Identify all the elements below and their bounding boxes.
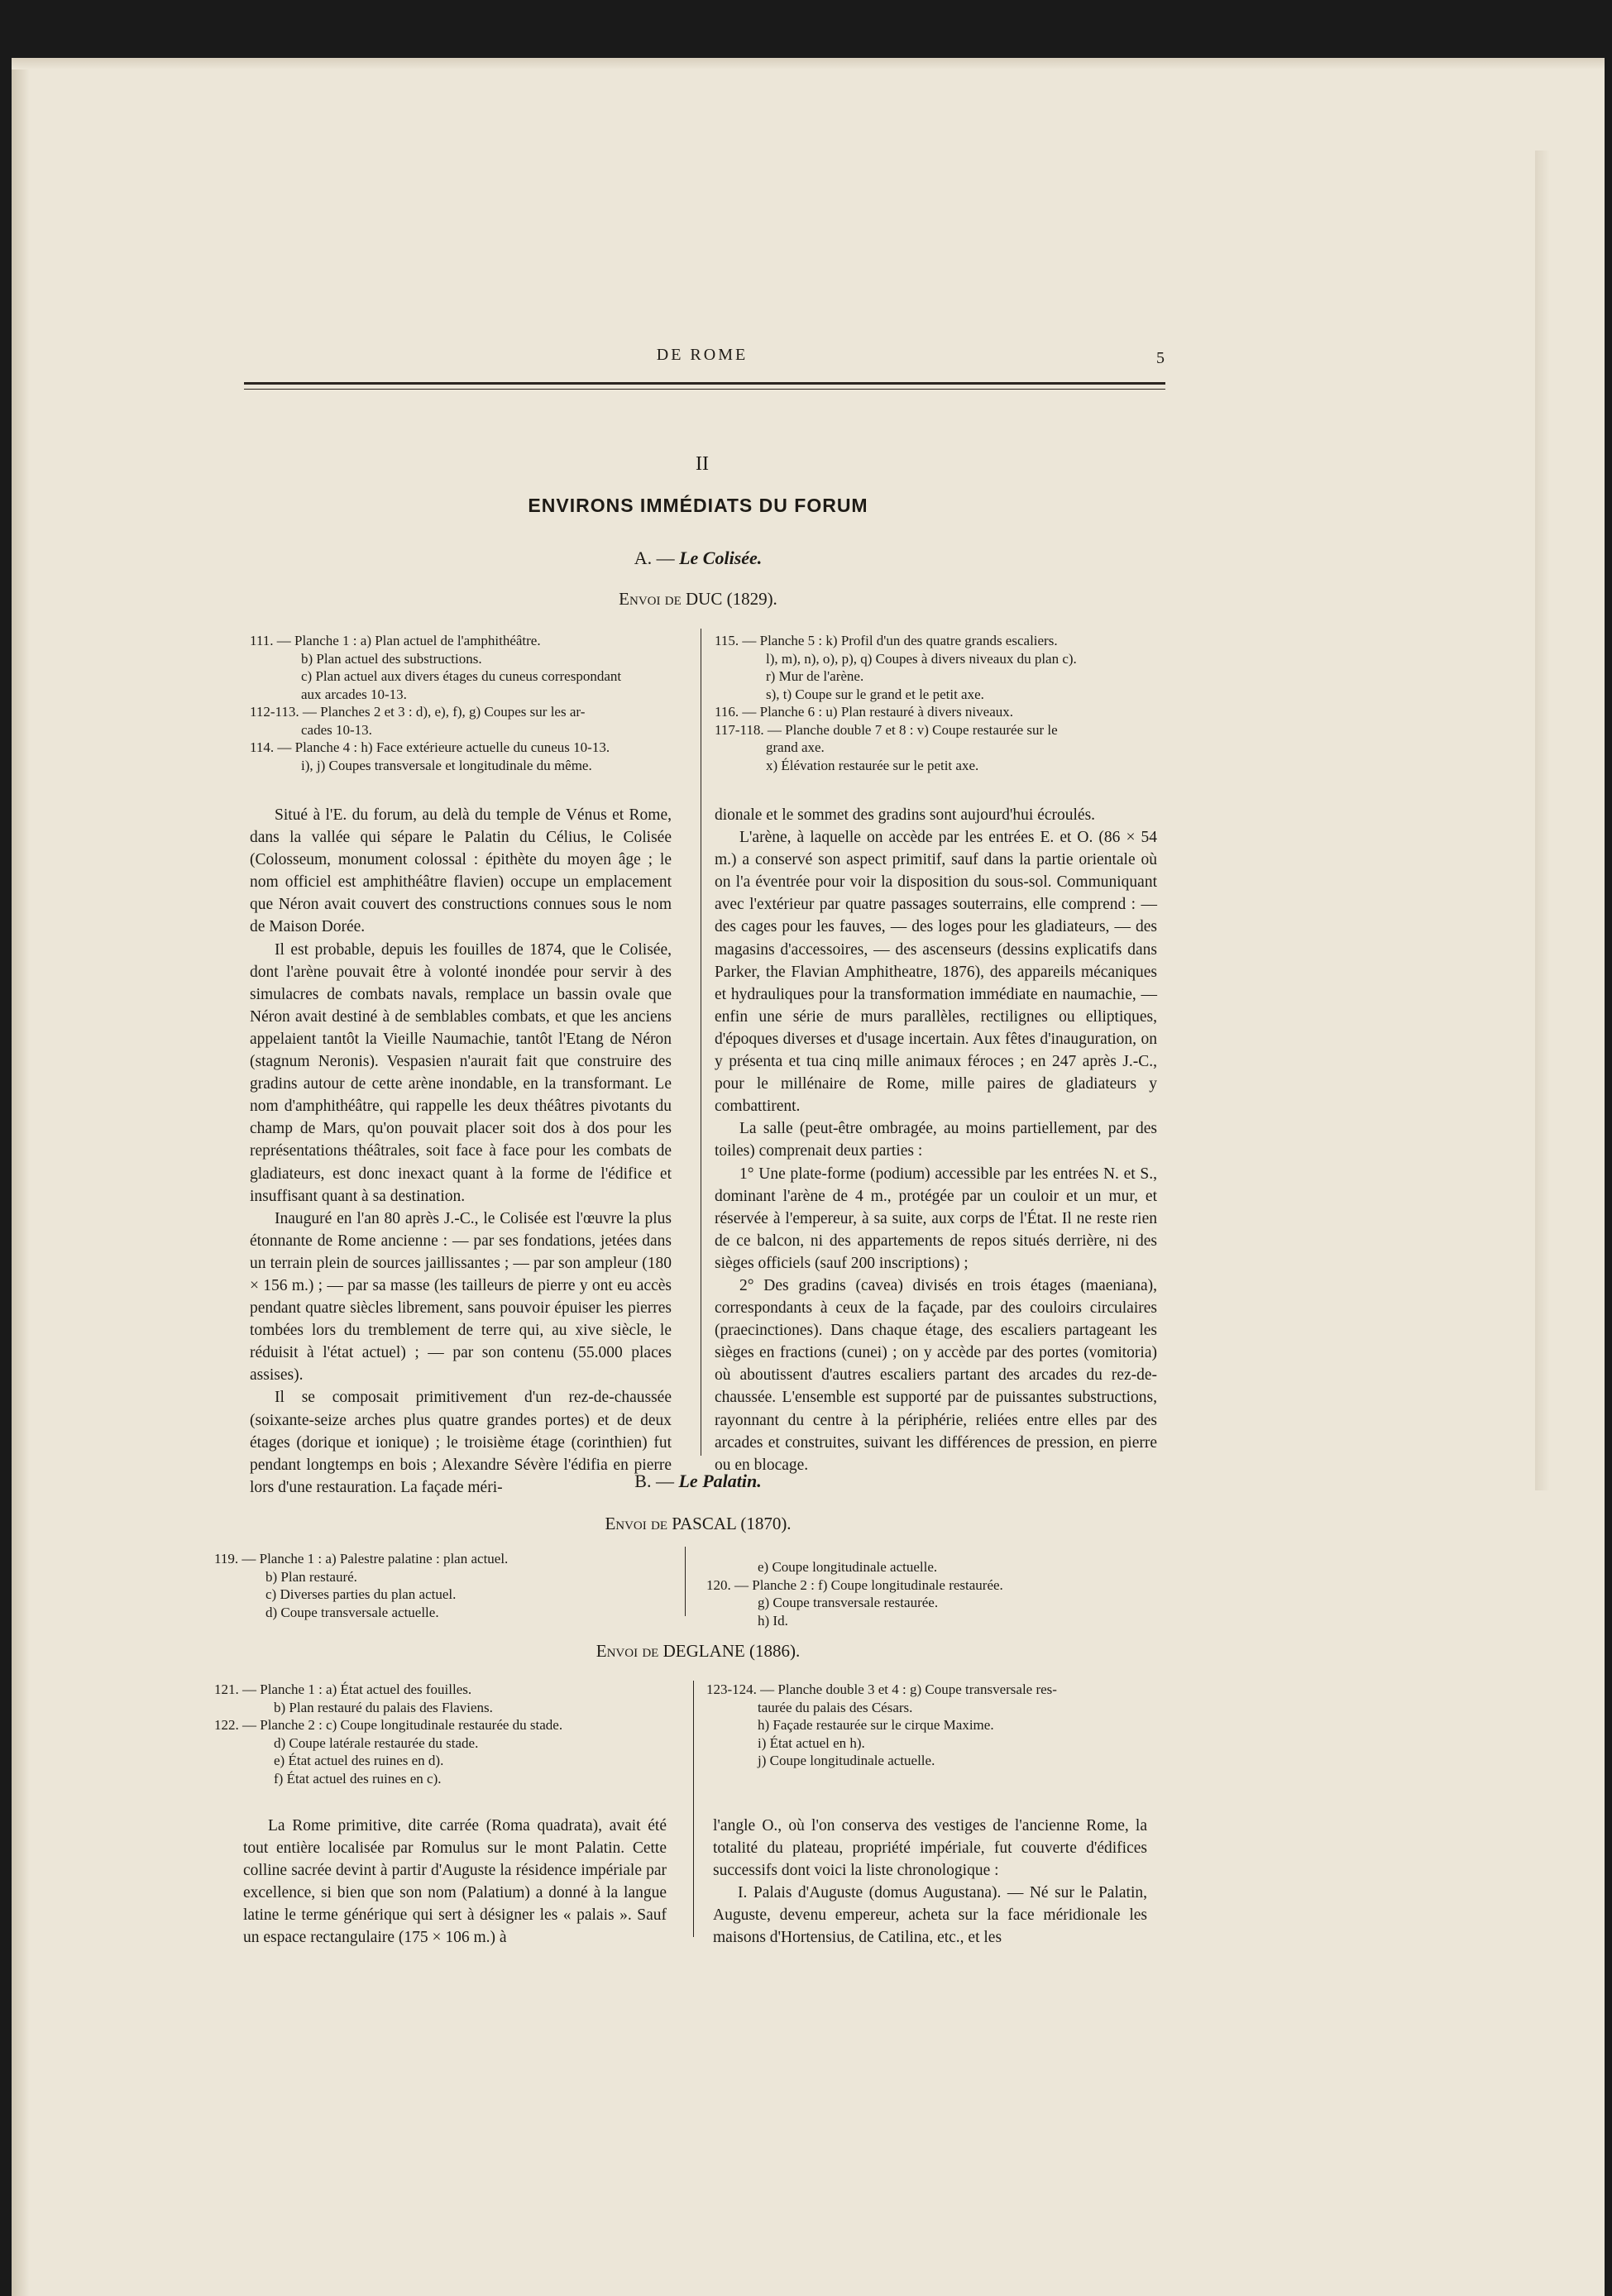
- catalog-entry: d) Coupe latérale restaurée du stade.: [274, 1734, 479, 1751]
- paragraph: La Rome primitive, dite carrée (Roma quadrata), avait été tout entière localisée par Romulus sur le mont Palatin. Cette colline sacrée devint à partir d'Auguste la résidence impériale par excellence, si bien que son nom (Palatium) a donné à la langue latine le terme générique qui sert à désigner les « palais ». Sauf un espace rectangulaire (175 × 106 m.) à: [243, 1817, 667, 1947]
- paragraph: l'angle O., où l'on conserva des vestiges de l'ancienne Rome, la totalité du plateau, propriété impériale, fut couverte d'édifices successifs dont voici la liste chronologique :: [713, 1817, 1147, 1880]
- palatin-text-right: [713, 1815, 1147, 1949]
- catalog-entry: 111. — Planche 1 : a) Plan actuel de l'amphithéâtre.: [250, 633, 541, 648]
- catalog-pascal-right: [706, 1558, 1136, 1629]
- palatin-text-left: [243, 1815, 667, 1949]
- envoi-duc: Envoi de DUC (1829).: [619, 589, 777, 609]
- part-a-prefix: A. —: [634, 548, 675, 568]
- catalog-entry: cades 10-13.: [301, 721, 372, 738]
- catalog-duc-left: [250, 632, 688, 774]
- section-number: II: [696, 453, 709, 475]
- catalog-entry: b) Plan actuel des substructions.: [301, 650, 482, 667]
- part-b-heading: [425, 1471, 971, 1492]
- catalog-entry: i) État actuel en h).: [758, 1734, 865, 1751]
- catalog-entry: h) Id.: [758, 1612, 788, 1629]
- section-title: ENVIRONS IMMÉDIATS DU FORUM: [528, 495, 868, 516]
- page-sheet: [12, 58, 1605, 2296]
- paragraph: La salle (peut-être ombragée, au moins partiellement, par des toiles) comprenait deux parties :: [715, 1120, 1157, 1160]
- catalog-pascal-left: [214, 1550, 677, 1621]
- part-b-title: Le Palatin.: [678, 1471, 762, 1491]
- paragraph: L'arène, à laquelle on accède par les entrées E. et O. (86 × 54 m.) a conservé son aspect primitif, sauf dans la partie orientale où on l'a éventrée pour voir la disposition du sous-sol. Communiquant avec l'extérieur par quatre passages souterrains, elle comprend : — des cages pour les fauves, — des loges pour les gladiateurs, — des magasins d'accessoires, — des ascenseurs (dessins explicatifs dans Parker, the Flavian Amphitheatre, 1876), des appareils mécaniques et hydrauliques pour la transformation immédiate en naumachie, — enfin une série de murs parallèles, rectilignes ou elliptiques, d'époques diverses et d'usage incertain. Aux fêtes d'inauguration, on y présenta et tua cinq mille animaux féroces ; en 247 après J.-C., pour le millénaire de Rome, mille paires de gladiateurs y combattirent.: [715, 829, 1157, 1116]
- colisee-text-right: [715, 804, 1157, 1476]
- catalog-entry: 117-118. — Planche double 7 et 8 : v) Coupe restaurée sur le: [715, 721, 1058, 738]
- paragraph: dionale et le sommet des gradins sont aujourd'hui écroulés.: [715, 806, 1096, 824]
- catalog-entry: s), t) Coupe sur le grand et le petit axe.: [766, 686, 984, 702]
- header-rule: [244, 382, 1165, 385]
- catalog-entry: i), j) Coupes transversale et longitudinale du même.: [301, 757, 592, 773]
- catalog-entry: f) État actuel des ruines en c).: [274, 1770, 442, 1787]
- catalog-entry: b) Plan restauré.: [265, 1568, 357, 1585]
- colisee-text-left: [250, 804, 672, 1499]
- column-divider-pascal: [685, 1547, 686, 1616]
- catalog-entry: g) Coupe transversale restaurée.: [758, 1595, 939, 1610]
- catalog-entry: 122. — Planche 2 : c) Coupe longitudinale restaurée du stade.: [214, 1717, 563, 1733]
- catalog-entry: 119. — Planche 1 : a) Palestre palatine : plan actuel.: [214, 1551, 509, 1567]
- catalog-entry: 121. — Planche 1 : a) État actuel des fouilles.: [214, 1681, 472, 1697]
- catalog-entry: 123-124. — Planche double 3 et 4 : g) Coupe transversale res-: [706, 1681, 1057, 1697]
- catalog-entry: 115. — Planche 5 : k) Profil d'un des quatre grands escaliers.: [715, 633, 1058, 648]
- catalog-duc-right: [715, 632, 1165, 774]
- catalog-deglane-right: [706, 1681, 1157, 1770]
- part-b-prefix: B. —: [634, 1471, 674, 1491]
- catalog-entry: d) Coupe transversale actuelle.: [265, 1604, 439, 1620]
- envoi-pascal: Envoi de PASCAL (1870).: [605, 1514, 792, 1533]
- header-rule-thin: [244, 389, 1165, 390]
- page-number: 5: [1156, 349, 1165, 367]
- catalog-entry: 120. — Planche 2 : f) Coupe longitudinale restaurée.: [706, 1576, 1003, 1593]
- catalog-entry: 116. — Planche 6 : u) Plan restauré à divers niveaux.: [715, 704, 1013, 720]
- page-fold-shading: [1535, 151, 1550, 1490]
- paragraph: 1° Une plate-forme (podium) accessible par les entrées N. et S., dominant l'arène de 4 m., protégée par un couloir et un mur, et réservée à l'empereur, à sa suite, aux corps de l'État. Il ne reste rien de ce balcon, ni des appartements de repos situés derrière, ni des sièges officiels (sauf 200 inscriptions) ;: [715, 1165, 1157, 1272]
- catalog-entry: 114. — Planche 4 : h) Face extérieure actuelle du cuneus 10-13.: [250, 739, 610, 755]
- catalog-entry: e) État actuel des ruines en d).: [274, 1753, 444, 1768]
- column-divider-b: [693, 1681, 694, 1937]
- catalog-entry: l), m), n), o), p), q) Coupes à divers niveaux du plan c).: [766, 650, 1077, 667]
- page-top-edge: [12, 58, 1605, 69]
- catalog-entry: e) Coupe longitudinale actuelle.: [758, 1559, 938, 1575]
- paragraph: 2° Des gradins (cavea) divisés en trois étages (maeniana), correspondants à ceux de la façade, par des couloirs circulaires (praecinctiones). Dans chaque étage, des escaliers partageant les sièges en fractions (cunei) ; on y accède par des portes (vomitoria) où aboutissent d'autres escaliers partant des arcades du rez-de-chaussée. L'ensemble est supporté par de puissantes substructions, rayonnant du centre à la périphérie, reliées entre elles par des arcades et construites, suivant les différences de pression, en pierre ou en blocage.: [715, 1276, 1157, 1474]
- catalog-entry: taurée du palais des Césars.: [758, 1699, 913, 1715]
- part-a-heading: [425, 548, 971, 569]
- catalog-entry: h) Façade restaurée sur le cirque Maxime.: [758, 1717, 994, 1733]
- catalog-entry: r) Mur de l'arène.: [766, 668, 864, 684]
- catalog-entry: b) Plan restauré du palais des Flaviens.: [274, 1699, 493, 1715]
- catalog-entry: c) Diverses parties du plan actuel.: [265, 1586, 457, 1602]
- running-title: DE ROME: [656, 346, 749, 364]
- paragraph: Il se composait primitivement d'un rez-de-chaussée (soixante-seize arches plus quatre grandes portes) et de deux étages (dorique et ionique) ; le troisième étage (corinthien) fut pendant longtemps en bois ; Alexandre Sévère l'édifia en pierre lors d'une restauration. La façade méri-: [250, 1389, 672, 1496]
- catalog-entry: grand axe.: [766, 739, 825, 755]
- catalog-entry: j) Coupe longitudinale actuelle.: [758, 1753, 935, 1768]
- catalog-entry: aux arcades 10-13.: [301, 686, 407, 702]
- envoi-deglane: Envoi de DEGLANE (1886).: [596, 1641, 801, 1661]
- paragraph: Il est probable, depuis les fouilles de 1874, que le Colisée, dont l'arène pouvait être à volonté inondée pour servir à des simulacres de combats navals, remplace un bassin ovale que Néron avait destiné à de semblables combats, et que les anciens appelaient tantôt la Vieille Naumachie, tantôt l'Etang de Néron (stagnum Neronis). Vespasien n'aurait fait que construire des gradins autour de cette arène inondable, en la transformant. Le nom d'amphithéâtre, qui rappelle les deux théâtres pivotants du champ de Mars, qu'on pouvait placer soit dos à dos pour les représentations théâtrales, soit face à face pour les combats de gladiateurs, est donc inexact quant à la forme de l'édifice et insuffisant quant à sa destination.: [250, 940, 672, 1205]
- part-a-title: Le Colisée.: [679, 548, 763, 568]
- catalog-deglane-left: [214, 1681, 677, 1787]
- paragraph: Situé à l'E. du forum, au delà du temple de Vénus et Rome, dans la vallée qui sépare le Palatin du Célius, le Colisée (Colosseum, monument colossal : épithète du moyen âge ; le nom officiel est amphithéâtre flavien) occupe un emplacement que Néron avait couvert des constructions connues sous le nom de Maison Dorée.: [250, 806, 672, 936]
- catalog-entry: 112-113. — Planches 2 et 3 : d), e), f), g) Coupes sur les ar-: [250, 704, 586, 720]
- paragraph: Inauguré en l'an 80 après J.-C., le Colisée est l'œuvre la plus étonnante de Rome ancienne : — par ses fondations, jetées dans un terrain plein de sources jaillissantes ; — par son ampleur (180 × 156 m.) ; — par sa masse (les tailleurs de pierre y ont eu accès pendant quatre siècles librement, sans pouvoir épuiser les pierres tombées lors du tremblement de terre qui, au xive siècle, le réduisit à l'état actuel) ; — par son contenu (55.000 places assises).: [250, 1209, 672, 1385]
- paragraph: I. Palais d'Auguste (domus Augustana). — Né sur le Palatin, Auguste, devenu empereur, acheta sur la face méridionale les maisons d'Hortensius, de Catilina, etc., et les: [713, 1884, 1147, 1947]
- page-edge-shadow: [12, 58, 30, 2296]
- catalog-entry: x) Élévation restaurée sur le petit axe.: [766, 757, 979, 773]
- catalog-entry: c) Plan actuel aux divers étages du cuneus correspondant: [301, 668, 622, 684]
